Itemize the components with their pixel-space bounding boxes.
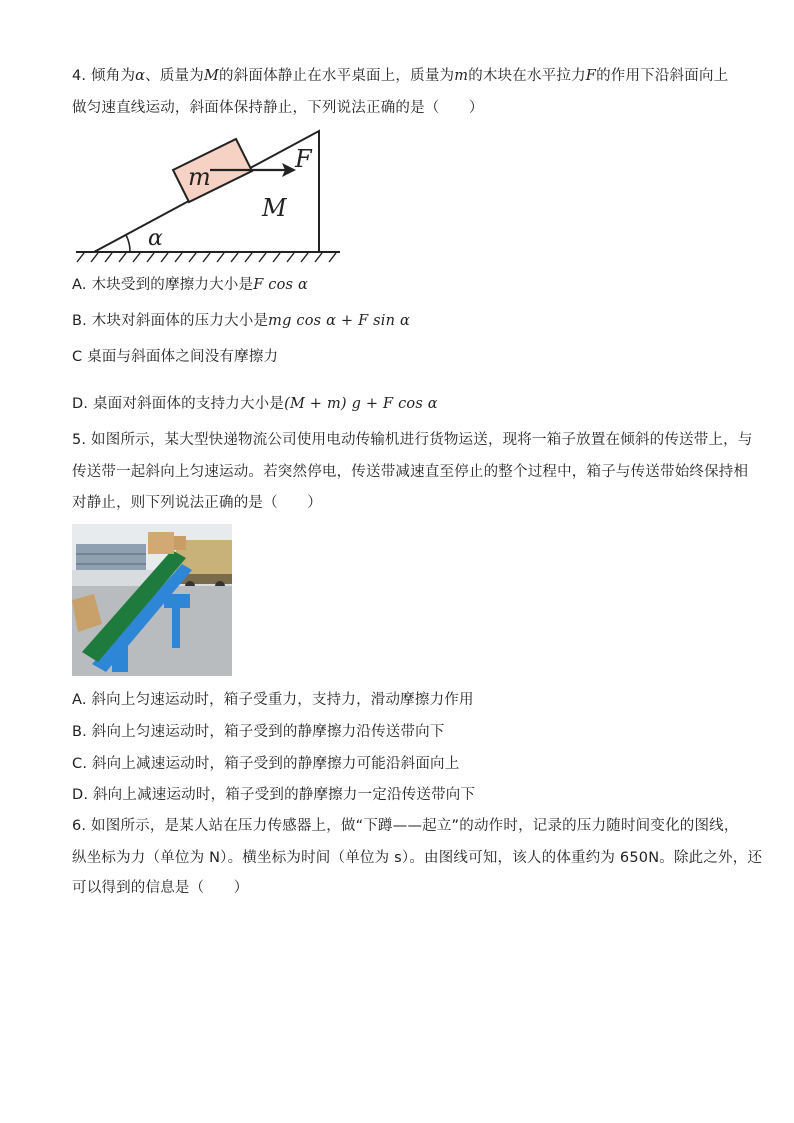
label-m: m: [188, 163, 211, 191]
q6-stem-line1: 6. 如图所示，是某人站在压力传感器上，做“下蹲——起立”的动作时，记录的压力随时间变化的图线，: [72, 818, 739, 834]
q5-stem-line3: 对静止，则下列说法正确的是（ ）: [72, 495, 322, 511]
ground-hatching: [77, 253, 336, 262]
q4-option-b: B. 木块对斜面体的压力大小是mg cos α + F sin α: [72, 313, 410, 329]
box-upper: [148, 532, 174, 554]
math-m: m: [454, 68, 469, 84]
q4-option-a: A. 木块受到的摩擦力大小是F cos α: [72, 277, 308, 293]
q6-stem-line3: 可以得到的信息是（ ）: [72, 880, 249, 896]
rack: [76, 544, 146, 570]
math-alpha: α: [135, 68, 146, 84]
label-F: F: [295, 145, 312, 173]
q5-option-c: C. 斜向上减速运动时，箱子受到的静摩擦力可能沿斜面向上: [72, 756, 460, 772]
q4-stem-line1: 4. 倾角为α、质量为M的斜面体静止在水平桌面上，质量为m的木块在水平拉力F的作用下沿斜面向上: [72, 68, 729, 84]
label-M: M: [262, 194, 287, 222]
q5-option-b: B. 斜向上匀速运动时，箱子受到的静摩擦力沿传送带向下: [72, 724, 445, 740]
q5-option-d: D. 斜向上减速运动时，箱子受到的静摩擦力一定沿传送带向下: [72, 787, 476, 803]
q4-option-c: C 桌面与斜面体之间没有摩擦力: [72, 349, 279, 365]
label-alpha: α: [148, 226, 163, 251]
q4-stem-line2: 做匀速直线运动，斜面体保持静止，下列说法正确的是（ ）: [72, 100, 484, 116]
math-M: M: [203, 68, 220, 84]
q5-stem-line1: 5. 如图所示，某大型快递物流公司使用电动传输机进行货物运送，现将一箱子放置在倾斜的传送带上，与: [72, 432, 753, 448]
q6-stem-line2: 纵坐标为力（单位为 N）。横坐标为时间（单位为 s）。由图线可知，该人的体重约为 650N。除此之外，还: [72, 850, 763, 866]
q5-stem-line2: 传送带一起斜向上匀速运动。若突然停电，传送带减速直至停止的整个过程中，箱子与传送带始终保持相: [72, 464, 749, 480]
conveyor-photo: [72, 524, 232, 676]
math-F: F: [585, 68, 597, 84]
q5-option-a: A. 斜向上匀速运动时，箱子受重力，支持力，滑动摩擦力作用: [72, 692, 474, 708]
q4-option-d: D. 桌面对斜面体的支持力大小是(M + m) g + F cos α: [72, 396, 438, 412]
incline-diagram: [70, 125, 350, 265]
